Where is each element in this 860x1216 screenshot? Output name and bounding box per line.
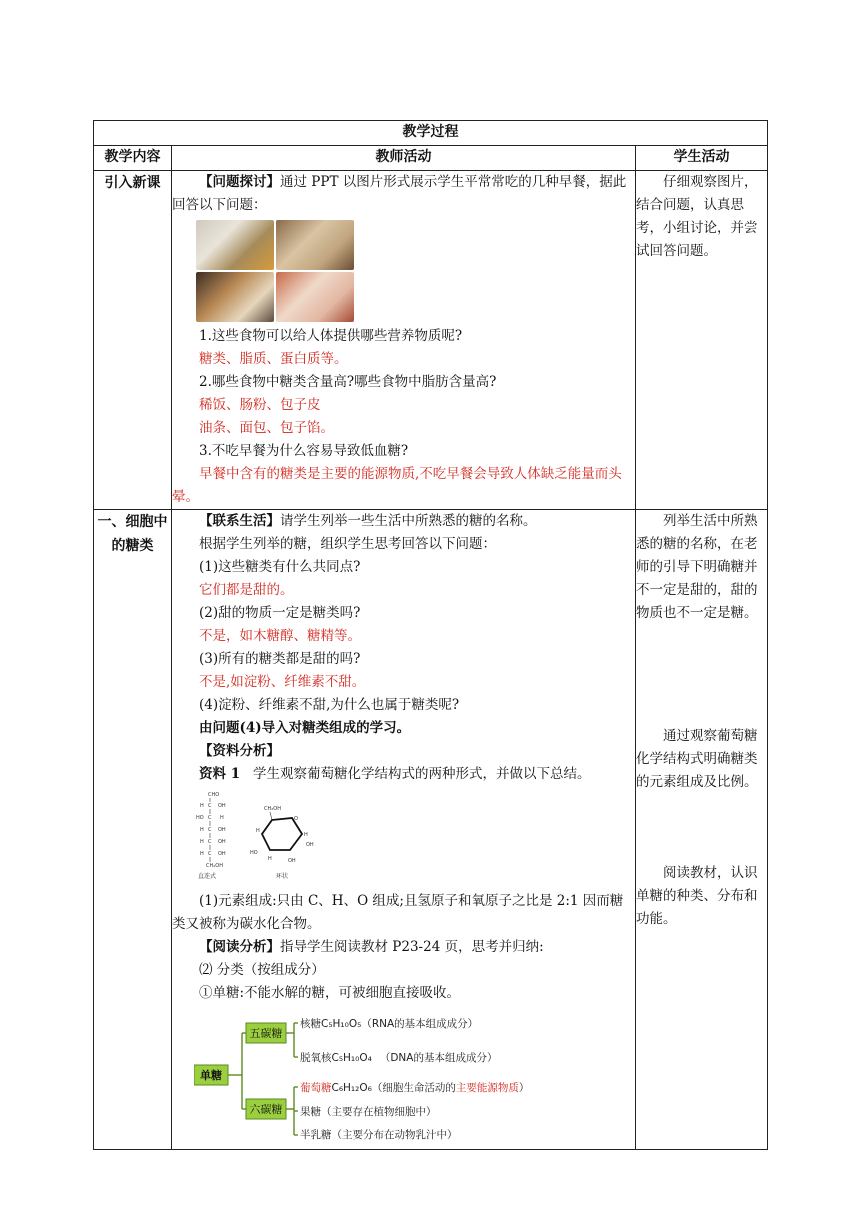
s2-answer-1: 它们都是甜的。 bbox=[199, 582, 294, 598]
monosaccharide-diagram bbox=[194, 1011, 574, 1141]
breakfast-porridge-photo bbox=[196, 220, 274, 270]
topic-sugars: 一、细胞中的糖类 bbox=[94, 510, 172, 1150]
answer-1: 糖类、脂质、蛋白质等。 bbox=[199, 351, 348, 367]
caption-chain: 直连式 bbox=[198, 873, 217, 880]
table-title: 教学过程 bbox=[94, 121, 768, 146]
topic-intro: 引入新课 bbox=[94, 171, 172, 510]
s2-question-2: (2)甜的物质一定是糖类吗? bbox=[199, 605, 361, 621]
element-composition: (1)元素组成:只由 C、H、O 组成;且氢原子和氧原子之比是 2:1 因而糖类又被称为碳水化合物。 bbox=[172, 893, 624, 932]
student-text-c: 阅读教材，认识单糖的种类、分布和功能。 bbox=[636, 865, 758, 927]
svg-text:C: C bbox=[208, 827, 212, 833]
s2-answer-2: 不是，如木糖醇、糖精等。 bbox=[199, 628, 361, 644]
teacher-activity-intro bbox=[172, 171, 636, 510]
glucose-structure-figure bbox=[196, 790, 356, 880]
svg-text:O: O bbox=[294, 816, 298, 822]
header-student: 学生活动 bbox=[636, 146, 768, 171]
deoxyribose-item: 脱氧核C₅H₁₀O₄ （DNA的基本组成成分） bbox=[300, 1052, 498, 1064]
s2-question-1: (1)这些糖类有什么共同点? bbox=[199, 559, 361, 575]
answer-3: 早餐中含有的糖类是主要的能源物质,不吃早餐会导致人体缺乏能量而头晕。 bbox=[172, 466, 622, 505]
breakfast-pastry-photo bbox=[276, 272, 354, 322]
svg-text:H: H bbox=[200, 839, 204, 845]
svg-text:H: H bbox=[200, 827, 204, 833]
material-label: 资料 1 bbox=[199, 766, 241, 782]
svg-text:OH: OH bbox=[218, 803, 226, 809]
student-text-intro: 仔细观察图片，结合问题，认真思考，小组讨论，并尝试回答问题。 bbox=[636, 174, 758, 259]
svg-text:OH: OH bbox=[218, 839, 226, 845]
student-text-b: 通过观察葡萄糖化学结构式明确糖类的元素组成及比例。 bbox=[636, 728, 758, 790]
galactose-item: 半乳糖（主要分布在动物乳汁中） bbox=[300, 1129, 458, 1141]
svg-text:C: C bbox=[208, 851, 212, 857]
analysis-label: 【资料分析】 bbox=[199, 743, 280, 759]
question-1: 1.这些食物可以给人体提供哪些营养物质呢? bbox=[199, 328, 463, 344]
guide-text: 根据学生列举的糖，组织学生思考回答以下问题： bbox=[199, 536, 496, 552]
svg-text:OH: OH bbox=[218, 827, 226, 833]
reading-label: 【阅读分析】 bbox=[199, 939, 280, 955]
fructose-item: 果糖（主要存在植物细胞中） bbox=[300, 1106, 437, 1118]
teacher-activity-sugars bbox=[172, 510, 636, 1150]
svg-text:CHO: CHO bbox=[208, 792, 220, 798]
s2-question-3: (3)所有的糖类都是甜的吗? bbox=[199, 651, 361, 667]
svg-text:H: H bbox=[200, 803, 204, 809]
svg-text:H: H bbox=[220, 815, 224, 821]
glucose-chain-formula bbox=[196, 792, 226, 869]
classification-heading: ⑵ 分类（按组成分） bbox=[199, 962, 325, 978]
svg-text:HO: HO bbox=[196, 815, 204, 821]
svg-text:H: H bbox=[304, 832, 308, 838]
answer-2b: 油条、面包、包子馅。 bbox=[199, 420, 334, 436]
ribose-item: 核糖C₅H₁₀O₅（RNA的基本组成成分） bbox=[300, 1018, 479, 1030]
svg-text:C: C bbox=[208, 803, 212, 809]
hexose-label: 六碳糖 bbox=[249, 1103, 283, 1116]
caption-ring: 环状 bbox=[276, 873, 289, 880]
svg-text:C: C bbox=[208, 839, 212, 845]
header-teacher: 教师活动 bbox=[172, 146, 636, 171]
breakfast-photo-grid bbox=[196, 220, 635, 322]
question-3: 3.不吃早餐为什么容易导致低血糖? bbox=[199, 443, 409, 459]
lesson-table bbox=[93, 120, 768, 1150]
monosaccharide-definition: ①单糖:不能水解的糖，可被细胞直接吸收。 bbox=[199, 985, 461, 1001]
svg-text:H: H bbox=[256, 828, 260, 834]
breakfast-table-photo bbox=[196, 272, 274, 322]
table-row bbox=[94, 171, 768, 510]
svg-text:HO: HO bbox=[250, 850, 258, 856]
student-activity-sugars bbox=[636, 510, 768, 1150]
svg-text:CH₂OH: CH₂OH bbox=[264, 806, 281, 812]
life-text: 请学生列举一些生活中所熟悉的糖的名称。 bbox=[280, 513, 537, 529]
question-2: 2.哪些食物中糖类含量高?哪些食物中脂肪含量高? bbox=[199, 374, 497, 390]
glucose-ring-formula bbox=[250, 806, 314, 864]
s2-answer-3: 不是,如淀粉、纤维素不甜。 bbox=[199, 674, 366, 690]
breakfast-bun-photo bbox=[276, 220, 354, 270]
table-row bbox=[94, 510, 768, 1150]
life-label: 【联系生活】 bbox=[199, 513, 280, 529]
student-text-a: 列举生活中所熟悉的糖的名称，在老师的引导下明确糖并不一定是甜的，甜的物质也不一定是糖。 bbox=[636, 513, 758, 621]
svg-text:H: H bbox=[200, 851, 204, 857]
intro-label: 【问题探讨】 bbox=[199, 174, 280, 190]
intro-text: 通过 PPT 以图片形式展示学生平常常吃的几种早餐，据此回答以下问题： bbox=[172, 174, 627, 213]
student-activity-intro bbox=[636, 171, 768, 510]
monosaccharide-label: 单糖 bbox=[200, 1069, 222, 1082]
material-text: 学生观察葡萄糖化学结构式的两种形式，并做以下总结。 bbox=[252, 766, 591, 782]
svg-text:CH₂OH: CH₂OH bbox=[206, 863, 223, 869]
svg-text:C: C bbox=[208, 815, 212, 821]
svg-text:OH: OH bbox=[306, 842, 314, 848]
lead-text: 由问题(4)导入对糖类组成的学习。 bbox=[199, 720, 411, 736]
reading-text: 指导学生阅读教材 P23-24 页，思考并归纳: bbox=[280, 939, 544, 955]
header-content: 教学内容 bbox=[94, 146, 172, 171]
s2-question-4: (4)淀粉、纤维素不甜,为什么也属于糖类呢? bbox=[199, 697, 460, 713]
glucose-item: 葡萄糖C₆H₁₂O₆（细胞生命活动的主要能源物质） bbox=[300, 1082, 530, 1094]
svg-text:OH: OH bbox=[218, 851, 226, 857]
svg-text:H: H bbox=[268, 856, 272, 862]
pentose-label: 五碳糖 bbox=[249, 1027, 283, 1040]
svg-text:OH: OH bbox=[288, 858, 296, 864]
answer-2a: 稀饭、肠粉、包子皮 bbox=[199, 397, 321, 413]
